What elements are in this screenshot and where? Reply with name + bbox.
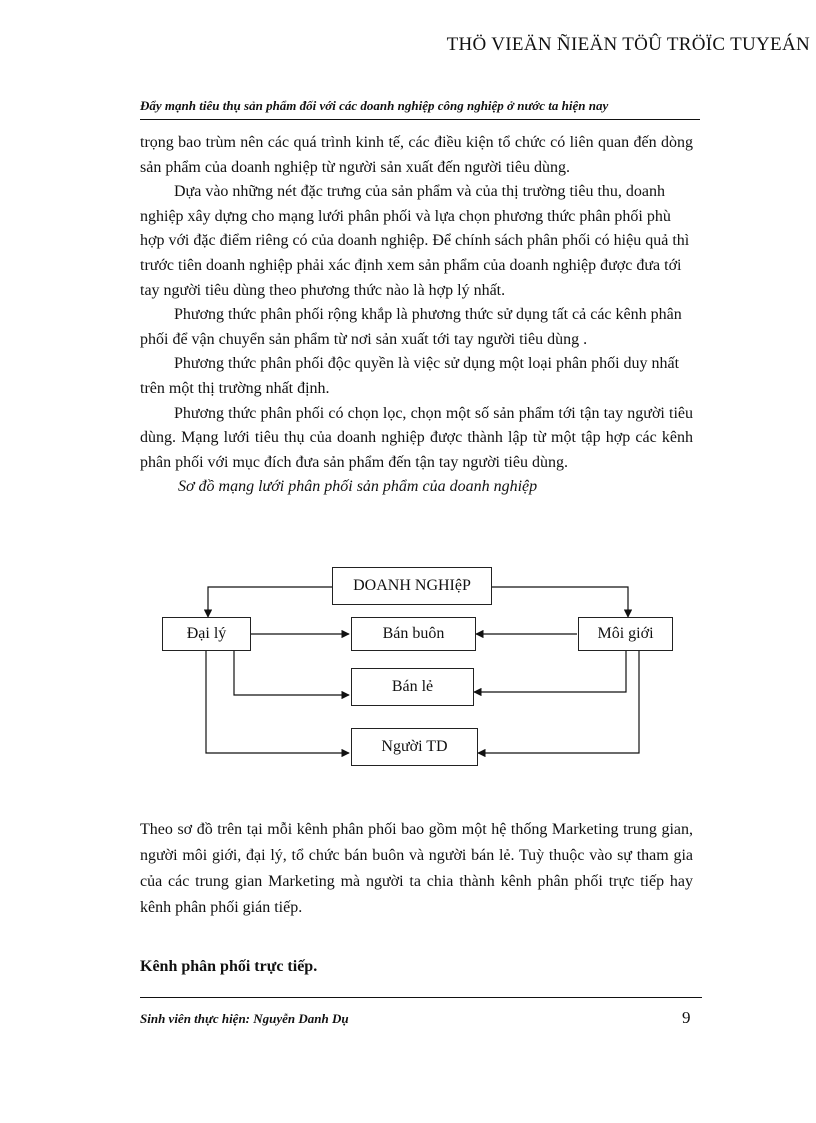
node-ban-le: Bán lẻ — [351, 668, 474, 706]
running-header: Đẩy mạnh tiêu thụ sản phẩm đối với các doanh nghiệp công nghiệp ở nước ta hiện nay — [140, 98, 609, 113]
arrow-dn-to-moigioi — [492, 587, 628, 617]
footer-rule — [140, 997, 702, 998]
paragraph-3: Phương thức phân phối rộng khắp là phương thức sử dụng tất cả các kênh phân phối để vận chuyển sản phẩm từ nơi sản xuất tới tay người tiêu dùng . — [140, 306, 682, 348]
body-text — [140, 131, 693, 500]
node-ban-buon: Bán buôn — [351, 617, 476, 651]
paragraph-4: Phương thức phân phối độc quyền là việc sử dụng một loại phân phối duy nhất trên một thị trường nhất định. — [140, 355, 680, 397]
distribution-diagram — [140, 555, 700, 780]
arrow-moigioi-to-banle — [474, 651, 626, 692]
node-doanh-nghiep: DOANH NGHIệP — [332, 567, 492, 605]
subheading: Kênh phân phối trực tiếp. — [140, 958, 318, 975]
diagram-caption: Sơ đồ mạng lưới phân phối sản phẩm của doanh nghiệp — [178, 478, 538, 496]
after-diagram-text — [140, 817, 693, 921]
arrow-daily-to-nguoitd — [206, 651, 349, 753]
arrow-daily-to-banle — [234, 651, 349, 695]
arrow-dn-to-daily — [208, 587, 332, 617]
page-number: 9 — [682, 1008, 691, 1027]
node-dai-ly: Đại lý — [162, 617, 251, 651]
paragraph-2: Dựa vào những nét đặc trưng của sản phẩm và của thị trường tiêu thu, doanh nghiệp xây dựng cho mạng lưới phân phối và lựa chọn phương thức phân phối phù hợp với đặc điểm riêng có của doanh nghiệp. Để chính sách phân phối có hiệu quả thì trước tiên doanh nghiệp phải xác định xem sản phẩm của doanh nghiệp được đưa tới tay người tiêu dùng theo phương thức nào là hợp lý nhất. — [140, 183, 690, 299]
node-nguoi-td: Người TD — [351, 728, 478, 766]
paragraph-6: Theo sơ đồ trên tại mỗi kênh phân phối bao gồm một hệ thống Marketing trung gian, người môi giới, đại lý, tổ chức bán buôn và người bán lẻ. Tuỳ thuộc vào sự tham gia của các trung gian Marketing mà người ta chia thành kênh phân phối trực tiếp hay kênh phân phối gián tiếp. — [140, 821, 693, 916]
header-rule — [140, 119, 700, 120]
paragraph-5: Phương thức phân phối có chọn lọc, chọn một số sản phẩm tới tận tay người tiêu dùng. Mạng lưới tiêu thụ của doanh nghiệp được thành lập từ một tập hợp các kênh phân phối với mục đích đưa sản phẩm đến tận tay người tiêu dùng. — [140, 404, 693, 471]
paragraph-1: trọng bao trùm nên các quá trình kinh tế, các điều kiện tổ chức có liên quan đến dòng sản phẩm của doanh nghiệp từ người sản xuất đến người tiêu dùng. — [140, 134, 693, 176]
footer-author: Sinh viên thực hiện: Nguyễn Danh Dụ — [140, 1011, 349, 1026]
arrow-moigioi-to-nguoitd — [478, 651, 639, 753]
node-moi-gioi: Môi giới — [578, 617, 673, 651]
watermark-text: THÖ VIEÄN ÑIEÄN TÖÛ TRÖÏC TUYEÁN — [446, 34, 810, 55]
